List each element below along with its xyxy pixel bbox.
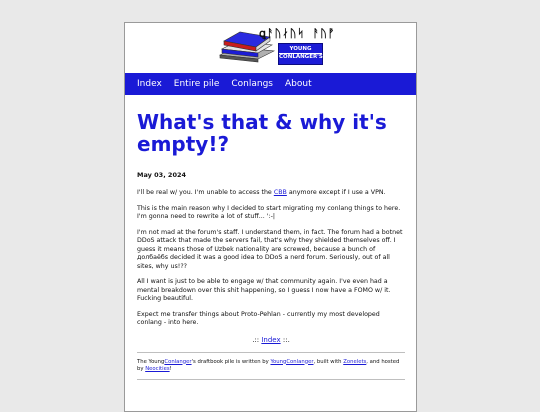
index-prefix: .:: <box>252 335 262 344</box>
footer-author-link[interactable]: YoungConlanger <box>270 358 314 365</box>
footer-t3: , built with <box>313 358 344 365</box>
post-content <box>137 111 405 380</box>
footer-divider <box>137 352 405 353</box>
nav-item-about[interactable]: About <box>284 79 312 89</box>
footer-neocities-link[interactable]: Neocities <box>145 365 170 372</box>
bottom-divider <box>137 379 405 380</box>
paragraph-5: Expect me transfer things about Proto-Pehlan - currently my most developed conlang - into here. <box>137 310 380 326</box>
footer-t1: The Young <box>137 358 165 365</box>
index-link[interactable]: Index <box>261 335 281 344</box>
paragraph-1 <box>137 189 405 198</box>
paragraph-4: All I want is just to be able to engage w/ that community again. I've even had a mental breakdown over this shit happening, so I guess I now have a FOMO w/ it. Fucking beautiful. <box>137 278 391 302</box>
cbb-link[interactable]: CBB <box>273 189 287 196</box>
footer-t5: ! <box>169 365 172 372</box>
footer-t4: , and hosted by <box>137 358 400 372</box>
post-title: What's that & why it's empty!? <box>137 110 387 156</box>
page-container <box>124 22 417 412</box>
footer-zonelets-link[interactable]: Zonelets <box>343 358 367 365</box>
index-suffix: ::. <box>280 335 290 344</box>
paragraph-2: This is the main reason why I decided to start migrating my conlang things to here. I'm gonna need to rewrite a lot of stuff... ':-| <box>137 204 401 220</box>
footer-t2: 's draftbook pile is written by <box>191 358 271 365</box>
nav-item-index[interactable]: Index <box>137 79 162 89</box>
paragraph-3: I'm not mad at the forum's staff. I understand them, in fact. The forum had a botnet DDoS attack that made the servers fail, that's why they shielded themselves off. I guess it means those of Uzbek nationality are screwed, because a bunch of долбаёбs decided it was a good idea to DDoS a nerd forum. Seriously, out of all sites, why us!?? <box>137 228 403 270</box>
main-nav <box>125 73 416 95</box>
site-header <box>125 23 416 73</box>
badge-line1: YOUNG <box>289 46 312 52</box>
post-date: May 03, 2024 <box>137 171 187 179</box>
footer-text <box>137 359 405 373</box>
logo-runes: ꝗᚨᚢᛅᚢᛋ ᚨᚢᚡ <box>259 27 336 40</box>
logo-badge <box>278 43 323 65</box>
index-link-line <box>137 336 405 344</box>
nav-item-entire-pile[interactable]: Entire pile <box>173 79 220 89</box>
badge-line2: CONLANGER'S <box>279 54 323 60</box>
p1-text-after: anymore except if I use a VPN. <box>286 189 386 196</box>
nav-item-conlangs[interactable]: Conlangs <box>231 79 273 89</box>
footer-conlanger-link[interactable]: Conlanger <box>164 358 192 365</box>
p1-text-before: I'll be real w/ you. I'm unable to access the <box>137 189 274 196</box>
